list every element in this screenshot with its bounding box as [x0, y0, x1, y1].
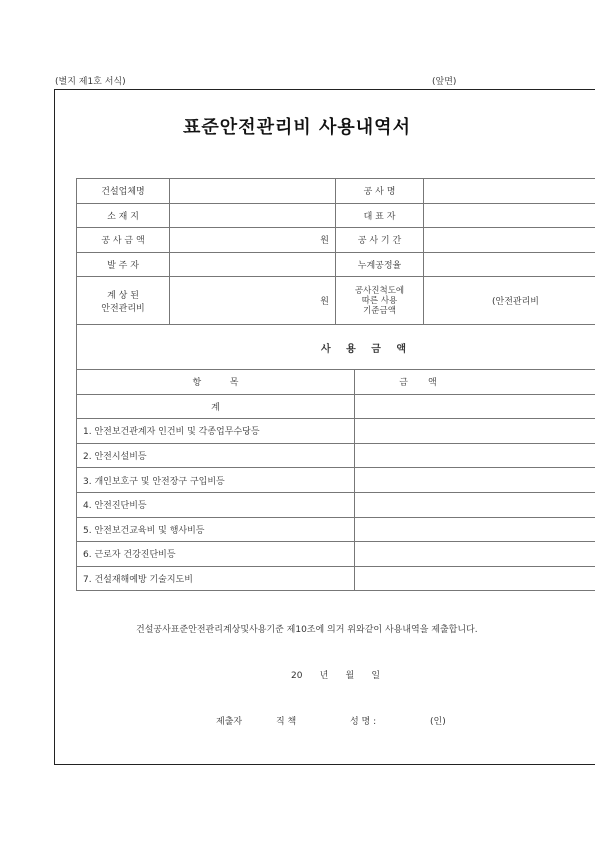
- seal-mark: (인): [430, 717, 446, 727]
- form-title: 표준안전관리비 사용내역서: [183, 117, 411, 138]
- item-name: 6. 근로자 건강진단비등: [77, 542, 355, 567]
- item-name: 4. 안전진단비등: [77, 492, 355, 517]
- client-field[interactable]: [170, 252, 336, 277]
- item-amount-field[interactable]: [355, 542, 595, 567]
- item-name: 5. 안전보건교육비 및 행사비등: [77, 517, 355, 542]
- planned-cost-label-line: 계 상 된: [107, 290, 139, 301]
- item-amount-field[interactable]: [355, 566, 595, 591]
- planned-cost-label: [77, 277, 170, 325]
- item-name: 1. 안전보건관계자 인건비 및 각종업무수당등: [77, 419, 355, 444]
- total-label: 계: [77, 394, 355, 419]
- period-field[interactable]: [424, 228, 595, 253]
- info-row: [77, 252, 595, 277]
- info-row: [77, 277, 595, 325]
- period-label: 공 사 기 간: [336, 228, 424, 253]
- form-number-label: (별지 제1호 서식): [55, 77, 126, 87]
- company-field[interactable]: [170, 179, 336, 204]
- amount-label: 공 사 금 액: [77, 228, 170, 253]
- table-row: [77, 566, 595, 591]
- standard-amount-field[interactable]: (안전관리비: [424, 277, 595, 325]
- table-row: [77, 542, 595, 567]
- item-name: 3. 개인보호구 및 안전장구 구입비등: [77, 468, 355, 493]
- location-label: 소 재 지: [77, 203, 170, 228]
- total-amount-field[interactable]: [355, 394, 595, 419]
- amount-column-header: 금 액: [355, 370, 595, 395]
- usage-items-table: [76, 369, 595, 591]
- info-row: [77, 203, 595, 228]
- planned-cost-field[interactable]: 원: [170, 277, 336, 325]
- project-field[interactable]: [424, 179, 595, 204]
- item-amount-field[interactable]: [355, 517, 595, 542]
- amount-field[interactable]: 원: [170, 228, 336, 253]
- company-label: 건설업체명: [77, 179, 170, 204]
- section-row: [77, 325, 595, 370]
- position-label: 직 책: [276, 717, 297, 727]
- item-amount-field[interactable]: [355, 419, 595, 444]
- project-info-table: [76, 178, 595, 370]
- location-field[interactable]: [170, 203, 336, 228]
- table-row: [77, 468, 595, 493]
- standard-amount-label: [336, 277, 424, 325]
- table-row: [77, 443, 595, 468]
- name-label: 성 명 :: [350, 717, 377, 727]
- progress-label: 누계공정율: [336, 252, 424, 277]
- standard-amount-label-line: 따른 사용: [361, 295, 398, 306]
- total-row: [77, 394, 595, 419]
- item-name: 7. 건설재해예방 기술지도비: [77, 566, 355, 591]
- submitter-label: 제출자: [216, 717, 243, 727]
- item-name: 2. 안전시설비등: [77, 443, 355, 468]
- item-amount-field[interactable]: [355, 443, 595, 468]
- standard-amount-label-line: 공사진척도에: [354, 285, 405, 296]
- client-label: 발 주 자: [77, 252, 170, 277]
- representative-label: 대 표 자: [336, 203, 424, 228]
- table-row: [77, 517, 595, 542]
- usage-section-title: 사 용 금 액: [77, 325, 595, 370]
- items-header-row: [77, 370, 595, 395]
- info-row: [77, 228, 595, 253]
- table-row: [77, 419, 595, 444]
- progress-field[interactable]: [424, 252, 595, 277]
- date-line: 20 년 월 일: [291, 671, 381, 681]
- planned-cost-label-line: 안전관리비: [101, 303, 145, 314]
- item-amount-field[interactable]: [355, 492, 595, 517]
- table-row: [77, 492, 595, 517]
- standard-amount-label-line: 기준금액: [363, 305, 396, 316]
- representative-field[interactable]: [424, 203, 595, 228]
- item-amount-field[interactable]: [355, 468, 595, 493]
- page-side-label: (앞면): [432, 77, 457, 87]
- project-label: 공 사 명: [336, 179, 424, 204]
- info-row: [77, 179, 595, 204]
- item-column-header: 항 목: [77, 370, 355, 395]
- submission-statement: 건설공사표준안전관리계상및사용기준 제10조에 의거 위와같이 사용내역을 제출합니다.: [136, 625, 478, 635]
